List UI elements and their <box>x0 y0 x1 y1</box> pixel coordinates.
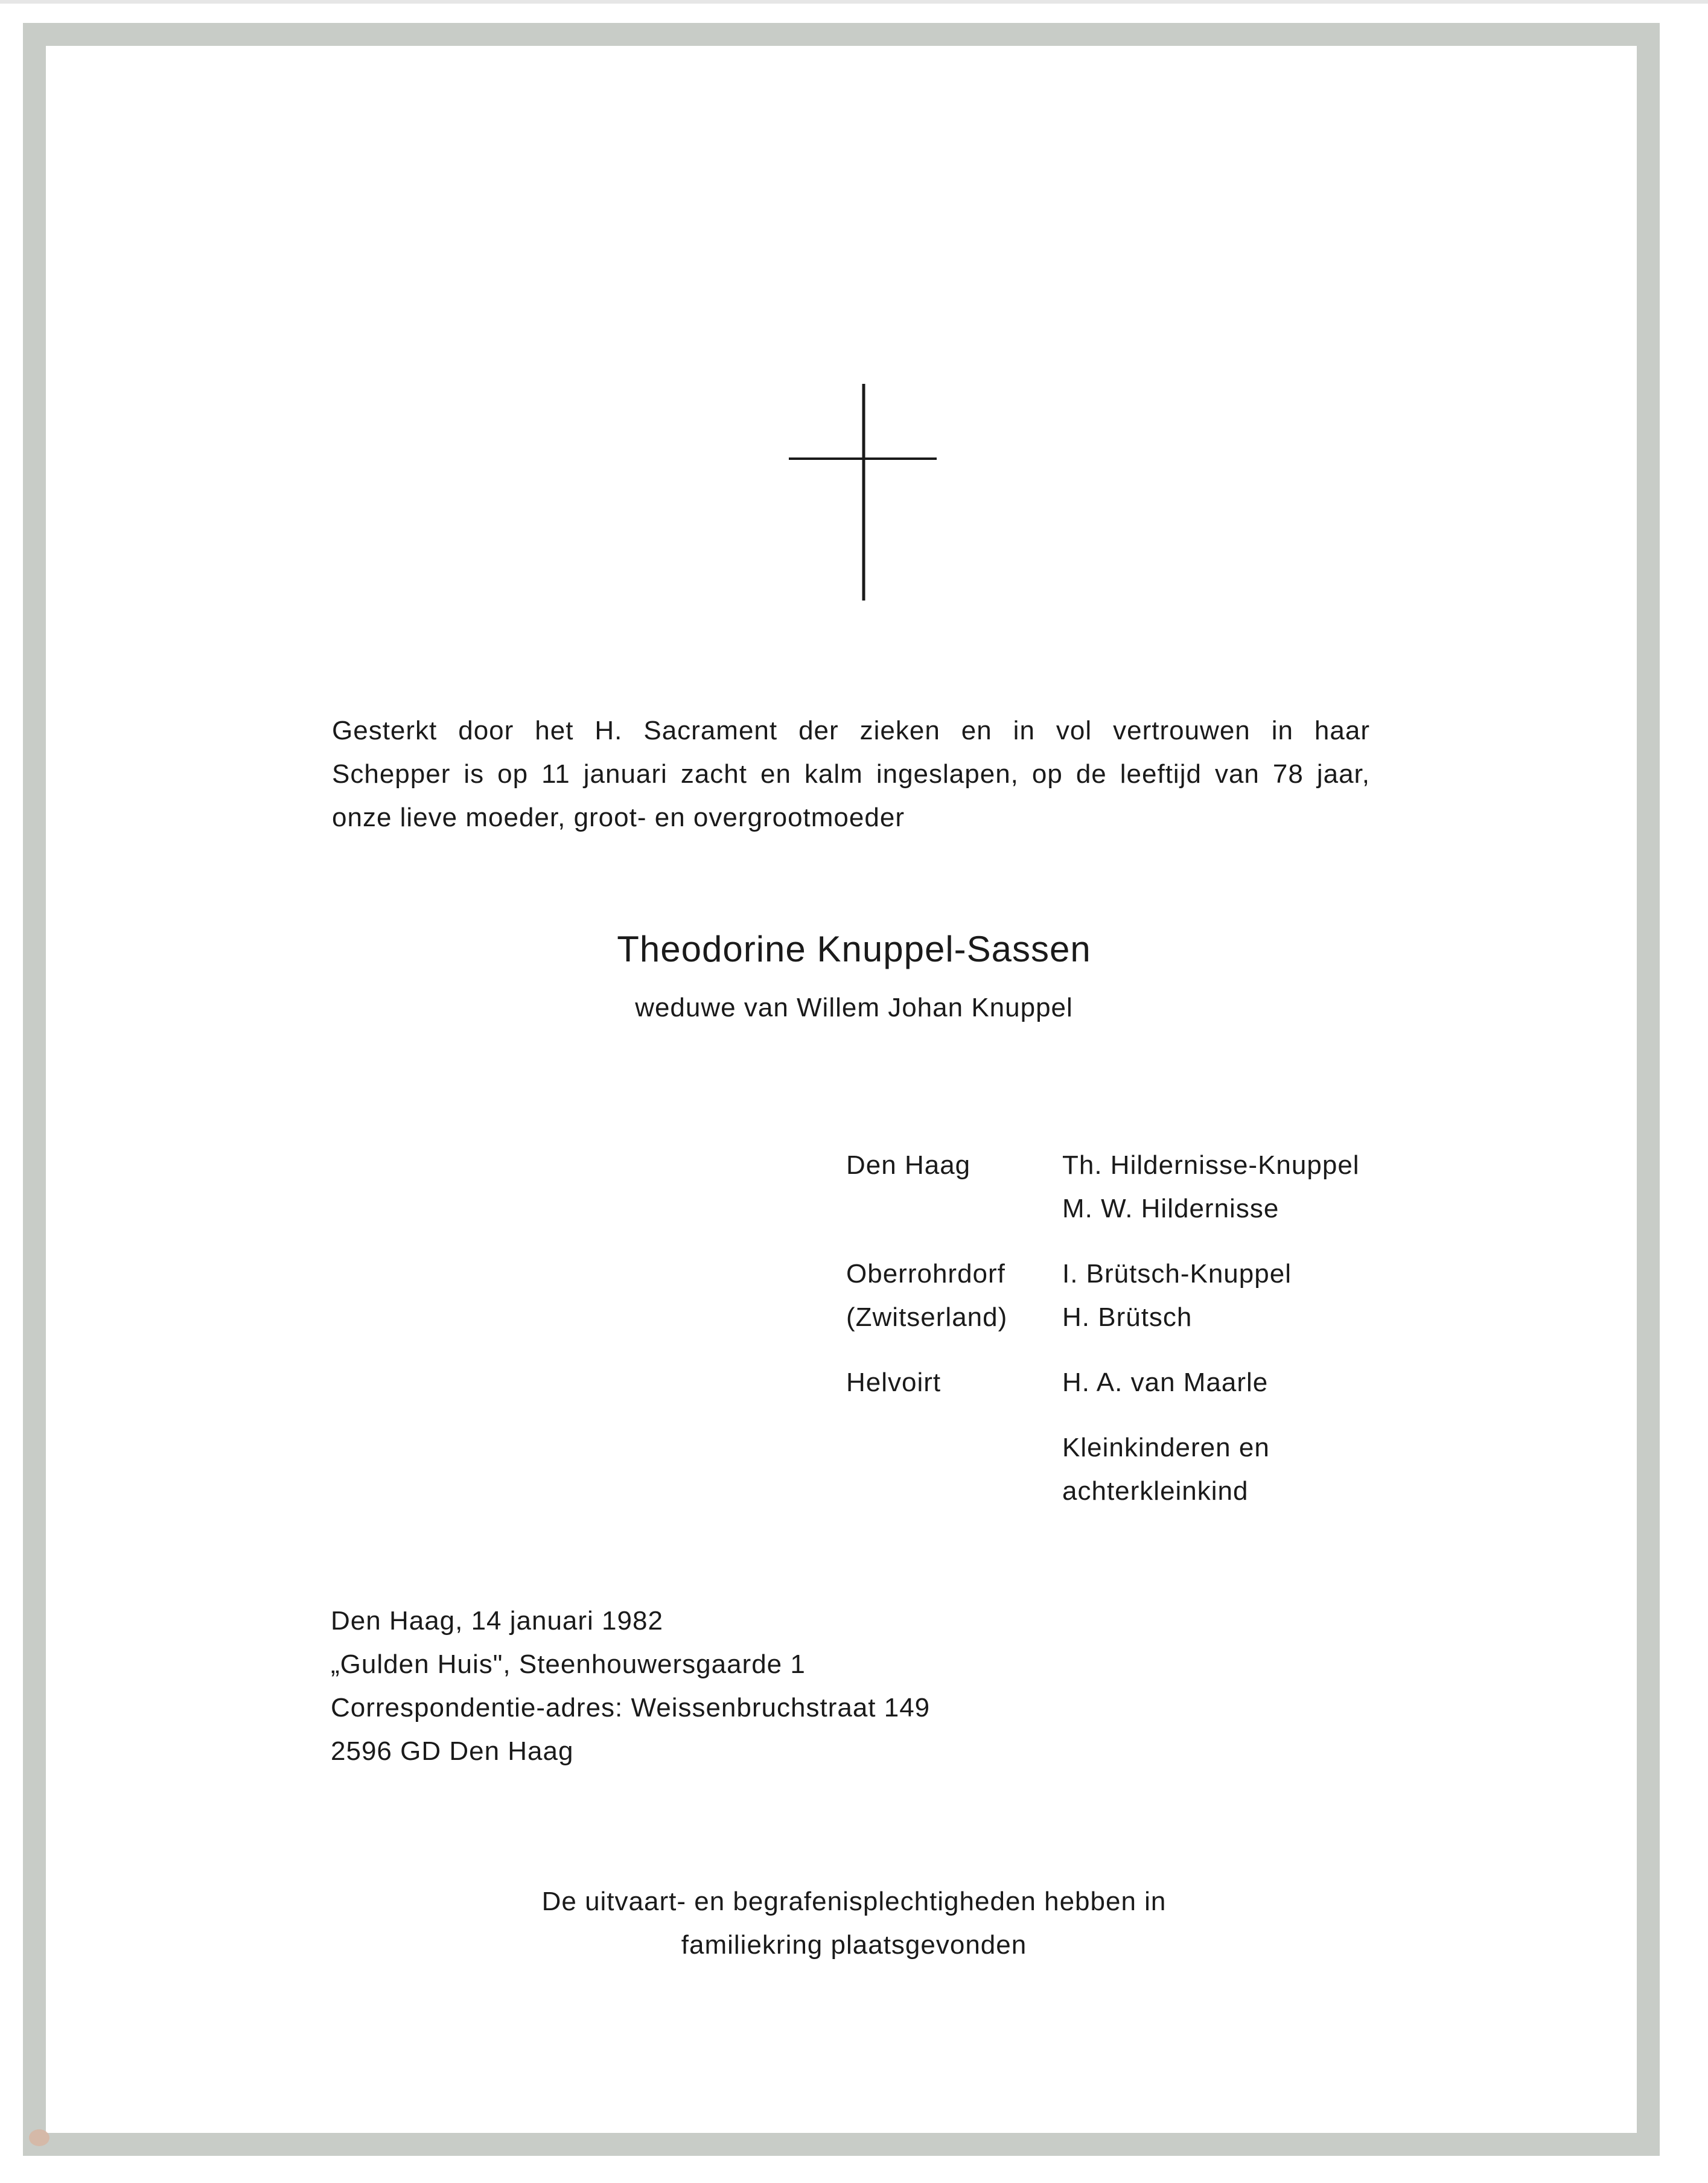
family-place: Den Haag <box>846 1150 971 1180</box>
intro-line: Gesterkt door het H. Sacrament der zieken en in vol vertrouwen in haar <box>332 716 1370 745</box>
family-place: Helvoirt <box>846 1368 942 1397</box>
stamp-mark <box>29 2129 49 2146</box>
closing-line: De uitvaart- en begrafenisplechtigheden hebben in <box>541 1887 1167 1916</box>
address-block <box>331 1599 1176 1773</box>
address-line: 2596 GD Den Haag <box>331 1736 574 1766</box>
closing-line: familiekring plaatsgevonden <box>681 1930 1027 1960</box>
family-names: H. A. van Maarle <box>1062 1368 1269 1397</box>
family-names: I. Brütsch-Knuppel H. Brütsch <box>1062 1259 1292 1332</box>
intro-text <box>332 709 1370 840</box>
mourning-card-border <box>23 23 1660 2156</box>
intro-line: Schepper is op 11 januari zacht en kalm ingeslapen, op de leeftijd van 78 jaar, <box>332 759 1370 789</box>
family-group <box>846 1144 1360 1231</box>
family-group <box>846 1252 1360 1339</box>
deceased-name: Theodorine Knuppel-Sassen <box>617 929 1091 969</box>
closing-text <box>0 1880 1708 1967</box>
family-place <box>846 1426 1062 1513</box>
family-names: Kleinkinderen en achterkleinkind <box>1062 1433 1270 1506</box>
scan-edge <box>0 0 1708 4</box>
address-line: Den Haag, 14 januari 1982 <box>331 1606 663 1636</box>
intro-line: onze lieve moeder, groot- en overgrootmoeder <box>332 803 905 832</box>
family-list <box>846 1144 1360 1535</box>
address-line: Correspondentie-adres: Weissenbruchstraat 149 <box>331 1693 931 1722</box>
family-group <box>846 1361 1360 1404</box>
family-group <box>846 1426 1360 1513</box>
widow-of-line: weduwe van Willem Johan Knuppel <box>635 993 1073 1022</box>
family-place: Oberrohrdorf (Zwitserland) <box>846 1259 1008 1332</box>
address-line: „Gulden Huis", Steenhouwersgaarde 1 <box>331 1649 806 1679</box>
family-names: Th. Hildernisse-Knuppel M. W. Hildernisse <box>1062 1150 1360 1223</box>
